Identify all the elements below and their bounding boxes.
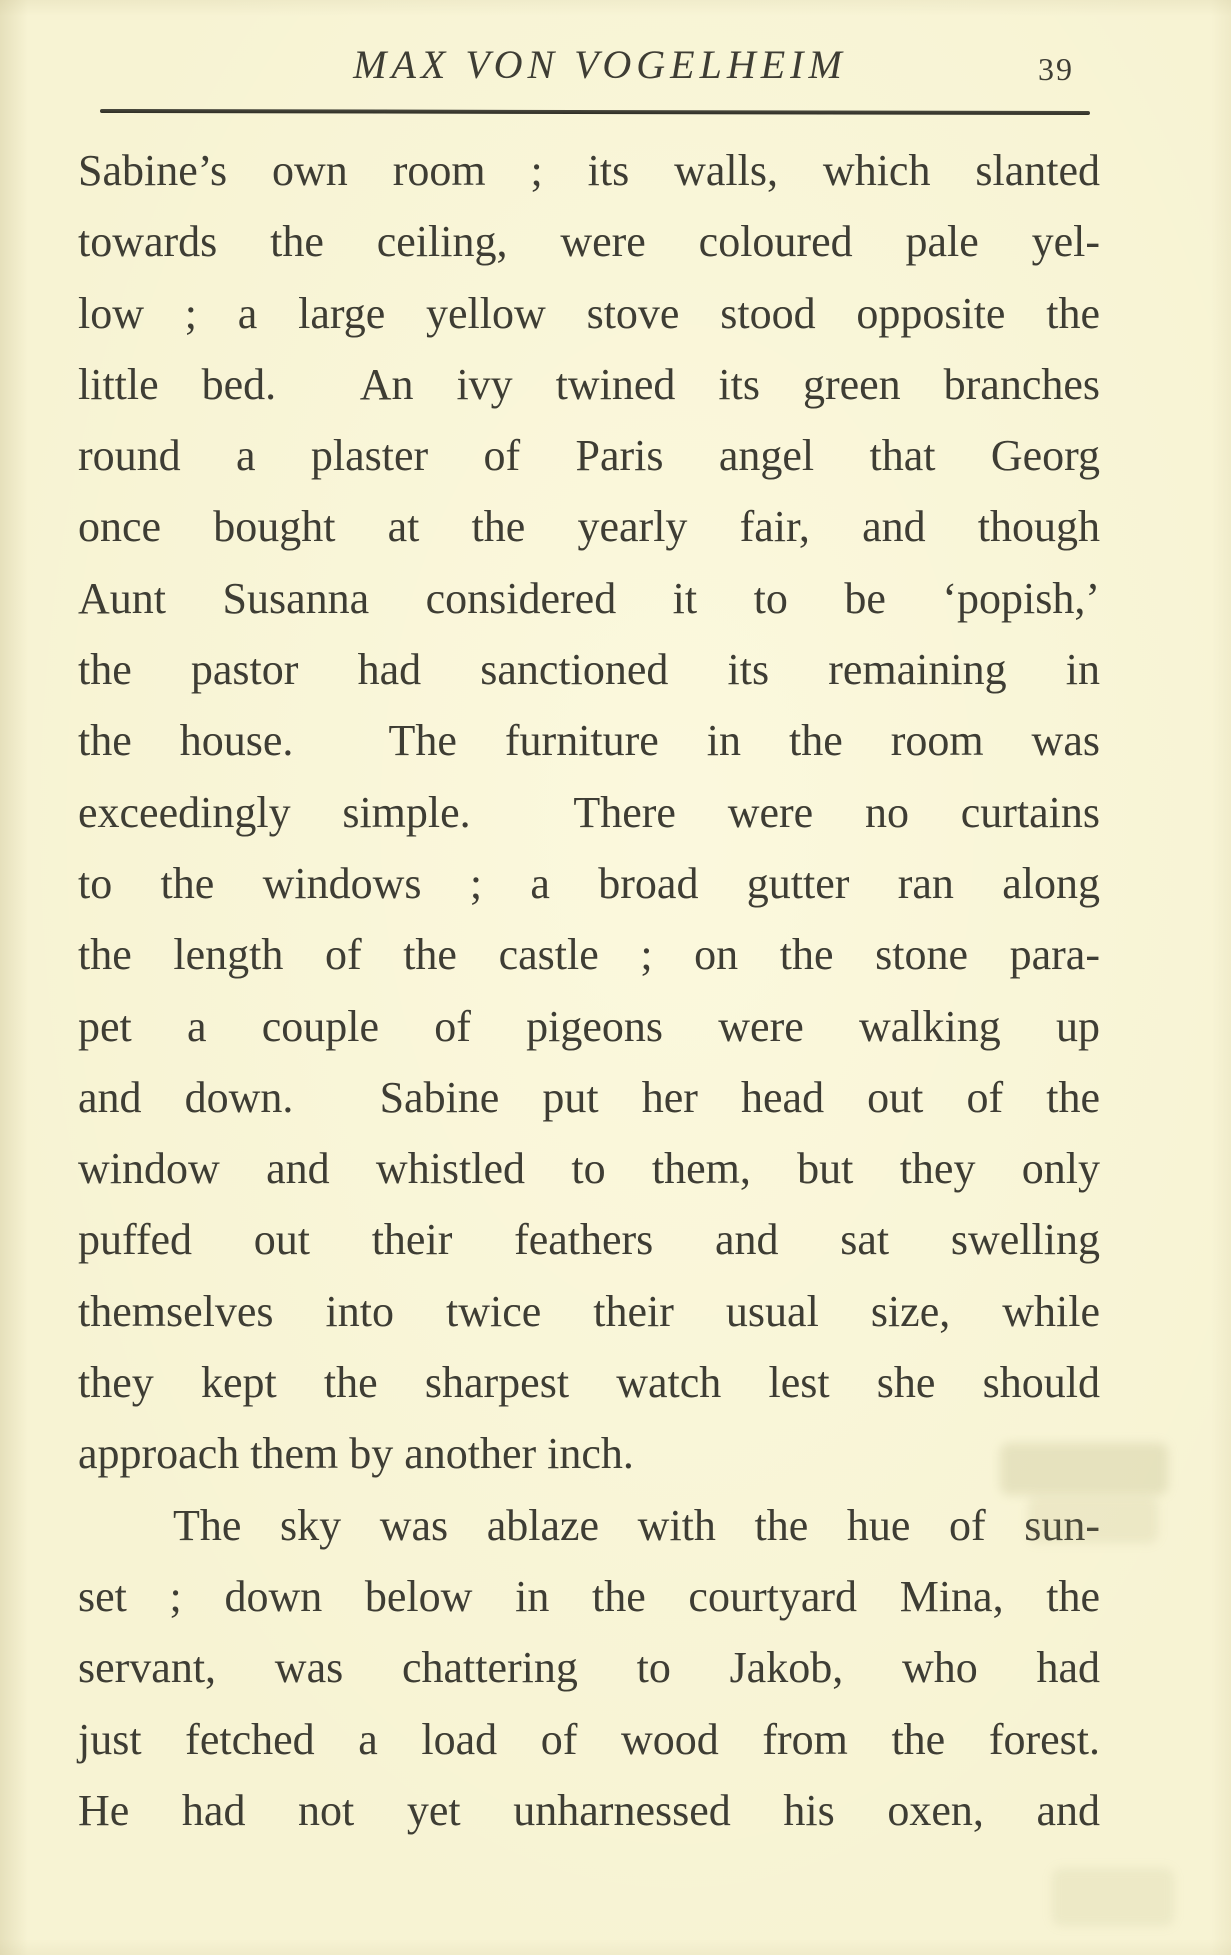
text-line: Sabine’s own room ; its walls, which slanted xyxy=(78,146,1100,195)
text-line: the pastor had sanctioned its remaining in xyxy=(78,645,1100,695)
page-number: 39 xyxy=(1038,51,1074,87)
text-line: once bought at the yearly fair, and though xyxy=(78,502,1100,552)
header-rule xyxy=(100,109,1090,115)
page-body xyxy=(78,135,1100,1846)
text-line: exceedingly simple. There were no curtains xyxy=(78,787,1100,837)
text-line: puffed out their feathers and sat swelling xyxy=(78,1215,1100,1265)
text-line: set ; down below in the courtyard Mina, the xyxy=(78,1571,1100,1621)
text-line: The sky was ablaze with the hue of sun- xyxy=(173,1500,1100,1550)
scan-smudge xyxy=(1052,1868,1174,1926)
text-line: and down. Sabine put her head out of the xyxy=(78,1072,1100,1122)
text-line: themselves into twice their usual size, while xyxy=(78,1286,1100,1336)
text-line: approach them by another inch. xyxy=(78,1429,634,1479)
text-line: the length of the castle ; on the stone para- xyxy=(78,930,1100,980)
text-line: little bed. An ivy twined its green branches xyxy=(78,359,1100,409)
text-line: round a plaster of Paris angel that Georg xyxy=(78,431,1100,481)
text-line: just fetched a load of wood from the forest. xyxy=(78,1714,1100,1764)
text-line: servant, was chattering to Jakob, who had xyxy=(78,1643,1100,1693)
text-line: the house. The furniture in the room was xyxy=(78,716,1100,766)
text-line: pet a couple of pigeons were walking up xyxy=(78,1001,1100,1051)
text-line: towards the ceiling, were coloured pale yel- xyxy=(78,217,1100,267)
text-line: He had not yet unharnessed his oxen, and xyxy=(78,1785,1100,1835)
running-header-title: MAX VON VOGELHEIM xyxy=(353,42,847,87)
text-line: to the windows ; a broad gutter ran along xyxy=(78,858,1100,908)
text-line: they kept the sharpest watch lest she should xyxy=(78,1358,1100,1408)
text-line: Aunt Susanna considered it to be ‘popish,’ xyxy=(78,573,1100,623)
text-line: window and whistled to them, but they only xyxy=(78,1144,1100,1194)
text-line: low ; a large yellow stove stood opposite the xyxy=(78,288,1100,338)
